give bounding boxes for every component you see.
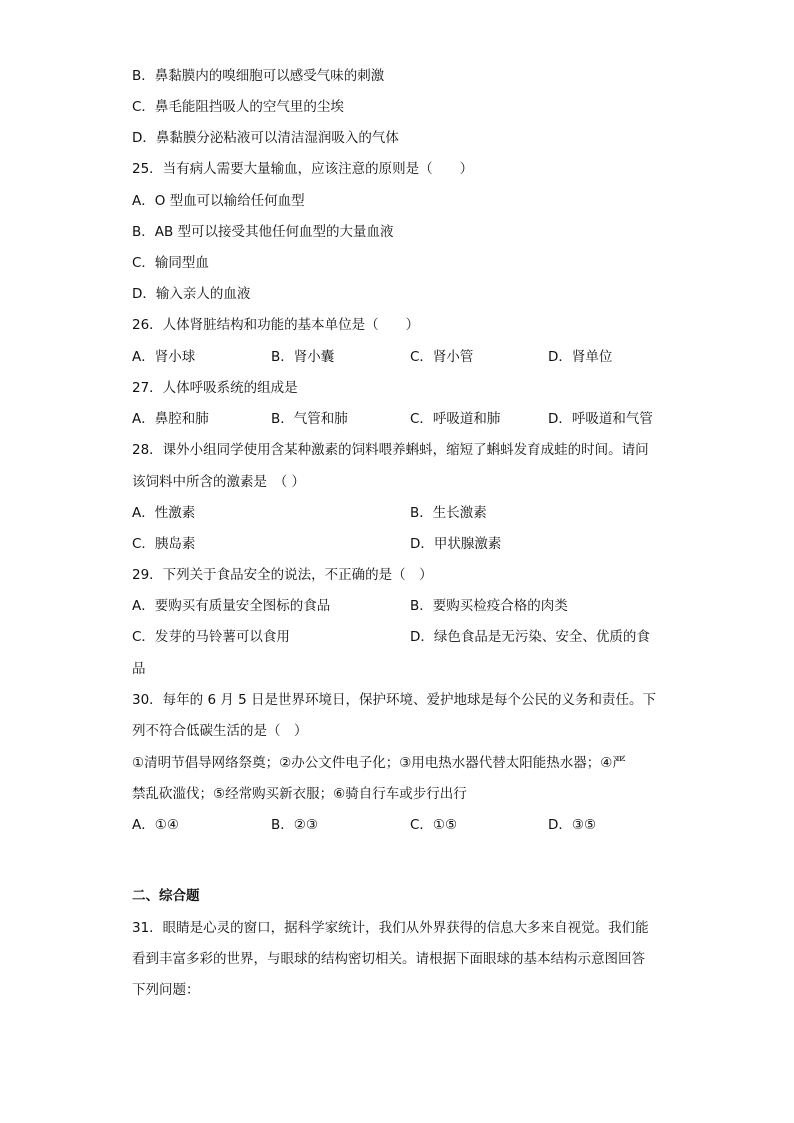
q31-stem-line-1: 31．眼睛是心灵的窗口，据科学家统计，我们从外界获得的信息大多来自视觉。我们能 — [132, 920, 649, 936]
q25-stem: 25．当有病人需要大量输血，应该注意的原则是（ ） — [132, 161, 474, 177]
q25-option-c: C．输同型血 — [132, 255, 209, 271]
q25-option-b: B．AB 型可以接受其他任何血型的大量血液 — [132, 224, 394, 240]
q24-option-b: B．鼻黏膜内的嗅细胞可以感受气味的刺激 — [132, 68, 385, 84]
q28-stem-line-1: 28．课外小组同学使用含某种激素的饲料喂养蝌蚪，缩短了蝌蚪发育成蛙的时间。请问 — [132, 442, 649, 458]
q26-stem: 26．人体肾脏结构和功能的基本单位是（ ） — [132, 317, 420, 333]
q26-option-d: D．肾单位 — [548, 349, 613, 365]
section-title: 二、综合题 — [132, 888, 200, 904]
q31-stem-line-2: 看到丰富多彩的世界，与眼球的结构密切相关。请根据下面眼球的基本结构示意图回答 — [132, 951, 645, 967]
q31-stem-line-3: 下列问题： — [132, 982, 200, 998]
q27-option-c: C．呼吸道和肺 — [410, 411, 501, 427]
q26-option-a: A．肾小球 — [132, 349, 196, 365]
q29-option-a: A．要购买有质量安全图标的食品 — [132, 598, 331, 614]
q30-option-c: C．①⑤ — [410, 817, 458, 833]
q30-option-d: D．③⑤ — [548, 817, 597, 833]
q29-option-d: D．绿色食品是无污染、安全、优质的食 — [410, 629, 650, 645]
q28-option-d: D．甲状腺激素 — [410, 536, 502, 552]
q30-stem-line-1: 30．每年的 6 月 5 日是世界环境日，保护环境、爱护地球是每个公民的义务和责任。下 — [132, 692, 657, 708]
q28-option-a: A．性激素 — [132, 505, 196, 521]
q24-option-d: D．鼻黏膜分泌粘液可以清洁湿润吸入的气体 — [132, 130, 399, 146]
q29-stem: 29．下列关于食品安全的说法，不正确的是（ ） — [132, 567, 433, 583]
q29-option-b: B．要购买检疫合格的肉类 — [410, 598, 568, 614]
q27-stem: 27．人体呼吸系统的组成是 — [132, 380, 298, 396]
q27-option-d: D．呼吸道和气管 — [548, 411, 653, 427]
q30-option-a: A．①④ — [132, 817, 179, 833]
q26-option-c: C．肾小管 — [410, 349, 474, 365]
q26-option-b: B．肾小囊 — [271, 349, 335, 365]
q29-option-c: C．发芽的马铃薯可以食用 — [132, 629, 290, 645]
q28-option-c: C．胰岛素 — [132, 536, 196, 552]
q27-option-b: B．气管和肺 — [271, 411, 348, 427]
q27-option-a: A．鼻腔和肺 — [132, 411, 209, 427]
q28-option-b: B．生长激素 — [410, 505, 487, 521]
q30-stem-line-2: 列不符合低碳生活的是（ ） — [132, 723, 308, 739]
q29-option-d-continued: 品 — [132, 661, 146, 677]
q30-items-line-2: 禁乱砍滥伐；⑤经常购买新衣服；⑥骑自行车或步行出行 — [132, 786, 467, 802]
q28-stem-line-2: 该饲料中所含的激素是 （ ） — [132, 474, 306, 490]
q30-option-b: B．②③ — [271, 817, 318, 833]
q25-option-d: D．输入亲人的血液 — [132, 286, 251, 302]
q24-option-c: C．鼻毛能阻挡吸人的空气里的尘埃 — [132, 99, 344, 115]
q30-items-line-1: ①清明节倡导网络祭奠；②办公文件电子化；③用电热水器代替太阳能热水器；④严 — [132, 755, 626, 771]
q25-option-a: A．O 型血可以输给任何血型 — [132, 193, 305, 209]
